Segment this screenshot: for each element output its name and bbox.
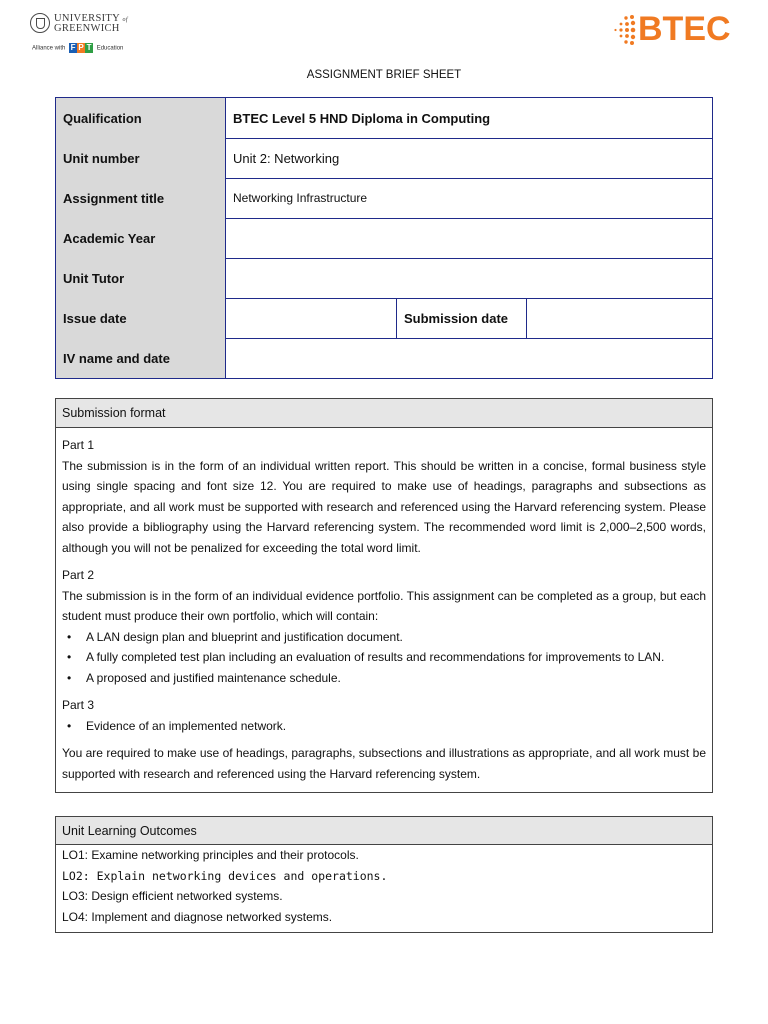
qualification-label: Qualification [56,98,225,138]
list-item: • A proposed and justified maintenance schedule. [62,668,706,689]
unit-number-value: Unit 2: Networking [225,138,712,178]
list-item: • A LAN design plan and blueprint and justification document. [62,627,706,648]
part3-title: Part 3 [62,698,95,712]
qualification-value: BTEC Level 5 HND Diploma in Computing [225,98,712,138]
university-name-line2: GREENWICH [54,23,120,34]
btec-wordmark: BTEC [638,10,731,48]
university-name-line1: UNIVERSITY of [54,13,128,24]
learning-outcomes-box [55,816,713,933]
btec-logo [612,12,746,52]
assignment-title-label: Assignment title [56,178,225,218]
page-title: ASSIGNMENT BRIEF SHEET [306,69,462,81]
part2-title: Part 2 [62,568,95,582]
unit-number-label: Unit number [56,138,225,178]
assignment-title-value: Networking Infrastructure [225,178,712,218]
list-item: LO3: Design efficient networked systems. [62,889,283,903]
university-crest-icon [30,13,50,33]
list-item: • Evidence of an implemented network. [62,716,706,737]
submission-date-value[interactable] [526,298,712,338]
submission-date-label: Submission date [396,298,524,338]
submission-format-heading: Submission format [56,399,712,428]
list-item: LO4: Implement and diagnose networked systems. [62,909,333,924]
iv-name-value[interactable] [225,338,712,378]
list-item: • A fully completed test plan including an evaluation of results and recommendations for improvements to LAN. [62,647,706,668]
academic-year-value[interactable] [225,218,712,258]
issue-date-label: Issue date [56,298,225,338]
academic-year-label: Academic Year [56,218,225,258]
closing-text: You are required to make use of headings, paragraphs, subsections and illustrations as appropriate, and all work must be supported with research and referenced using the Harvard referencing system. [62,746,706,781]
iv-name-label: IV name and date [56,338,225,378]
fpt-logo: F P T [70,43,92,52]
part1-text: The submission is in the form of an individual written report. This should be written in a concise, formal business style using single spacing and font size 12. You are required to make use of headings, paragraphs and subsections as appropriate, and all work must be supported with research and referenced using the Harvard referencing system. Please also provide a bibliography using the Harvard referencing system. The recommended word limit is 2,000–2,500 words, although you will not be penalized for exceeding the total word limit. [62,458,706,555]
btec-dots-icon [612,14,640,48]
learning-outcomes-heading: Unit Learning Outcomes [56,817,712,845]
unit-tutor-label: Unit Tutor [56,258,225,298]
unit-tutor-value[interactable] [225,258,712,298]
part2-text: The submission is in the form of an individual evidence portfolio. This assignment can be completed as a group, but each student must produce their own portfolio, which will contain: [62,588,706,623]
part1-title: Part 1 [62,438,95,452]
issue-date-value[interactable] [225,298,394,338]
submission-format-box [55,398,713,793]
alliance-line: Alliance with F P T Education [32,43,124,52]
list-item: LO1: Examine networking principles and their protocols. [62,848,359,862]
university-logo [30,12,130,58]
assignment-info-table [55,97,713,379]
list-item: LO2: Explain networking devices and operations. [62,868,388,883]
